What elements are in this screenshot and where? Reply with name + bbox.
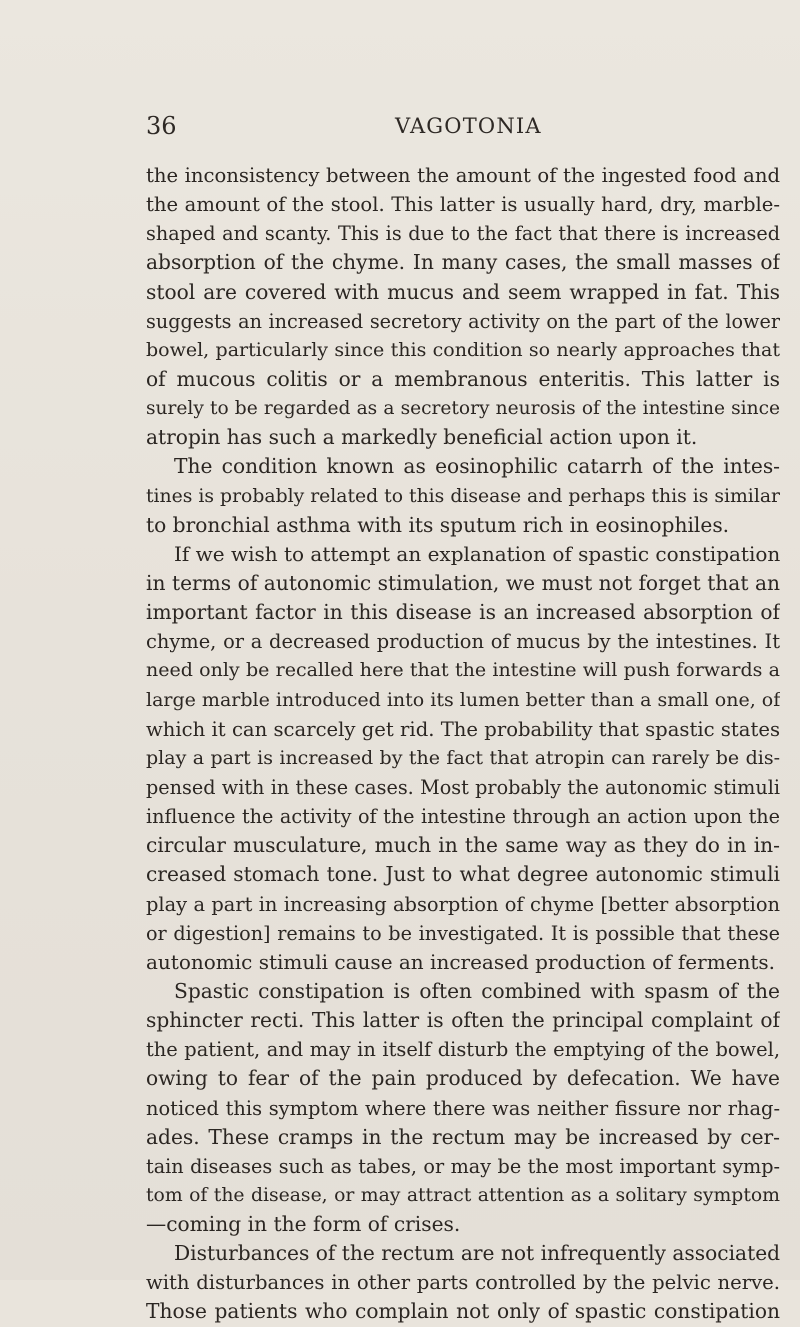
text-line: Those patients who complain not only of spastic constipation (146, 1299, 780, 1324)
text-line: play a part in increasing absorption of chyme [better absorption (146, 892, 780, 916)
text-line: atropin has such a markedly beneficial action upon it. (146, 425, 698, 450)
text-line: tom of the disease, or may attract attention as a solitary symptom (146, 1184, 780, 1206)
text-line: absorption of the chyme. In many cases, the small masses of (146, 250, 780, 275)
text-line: ades. These cramps in the rectum may be increased by cer- (146, 1124, 780, 1149)
text-line: If we wish to attempt an explanation of spastic constipation (174, 541, 780, 566)
text-line: play a part is increased by the fact that atropin can rarely be dis- (146, 746, 780, 769)
text-line: owing to fear of the pain produced by defecation. We have (146, 1066, 780, 1091)
text-line: which it can scarcely get rid. The probability that spastic states (146, 717, 780, 741)
text-line: Spastic constipation is often combined with spasm of the (174, 978, 780, 1003)
text-line: with disturbances in other parts controlled by the pelvic nerve. (146, 1271, 780, 1295)
text-line: the inconsistency between the amount of the ingested food and (146, 164, 780, 187)
text-line: shaped and scanty. This is due to the fact that there is increased (146, 222, 780, 246)
text-line: tain diseases such as tabes, or may be the most important symp- (146, 1154, 780, 1178)
text-line: the patient, and may in itself disturb the emptying of the bowel, (146, 1038, 780, 1062)
text-line: The condition known as eosinophilic catarrh of the intes- (174, 454, 780, 479)
text-line: in terms of autonomic stimulation, we must not forget that an (146, 570, 780, 595)
running-head: VAGOTONIA (395, 114, 542, 138)
page-header (146, 112, 750, 152)
text-line: tines is probably related to this disease and perhaps this is similar (146, 485, 780, 507)
text-line: creased stomach tone. Just to what degree autonomic stimuli (146, 862, 780, 887)
page-number: 36 (146, 112, 177, 140)
text-line: circular musculature, much in the same way as they do in in- (146, 833, 780, 858)
text-line: the amount of the stool. This latter is usually hard, dry, marble- (146, 193, 780, 217)
text-line: stool are covered with mucus and seem wrapped in fat. This (146, 279, 780, 304)
text-line: noticed this symptom where there was neither fissure nor rhag- (146, 1096, 780, 1120)
text-line: suggests an increased secretory activity on the part of the lower (146, 309, 780, 333)
body-text (146, 161, 780, 1327)
text-line: need only be recalled here that the intestine will push forwards a (146, 659, 780, 682)
text-line: Disturbances of the rectum are not infrequently associated (174, 1241, 780, 1266)
text-line: chyme, or a decreased production of mucus by the intestines. It (146, 630, 780, 654)
text-line: surely to be regarded as a secretory neurosis of the intestine since (146, 398, 780, 420)
text-line: —coming in the form of crises. (146, 1212, 461, 1237)
text-line: or digestion] remains to be investigated. It is possible that these (146, 921, 780, 945)
text-line: important factor in this disease is an increased absorption of (146, 600, 780, 625)
text-line: of mucous colitis or a membranous enteritis. This latter is (146, 366, 780, 391)
text-line: large marble introduced into its lumen better than a small one, of (146, 688, 780, 711)
text-line: influence the activity of the intestine through an action upon the (146, 805, 780, 829)
text-line: pensed with in these cases. Most probably the autonomic stimuli (146, 775, 780, 799)
text-line: bowel, particularly since this condition so nearly approaches that (146, 338, 780, 361)
text-line: sphincter recti. This latter is often the principal complaint of (146, 1008, 780, 1033)
text-line: autonomic stimuli cause an increased production of ferments. (146, 949, 776, 974)
text-line: to bronchial asthma with its sputum rich in eosinophiles. (146, 512, 730, 537)
